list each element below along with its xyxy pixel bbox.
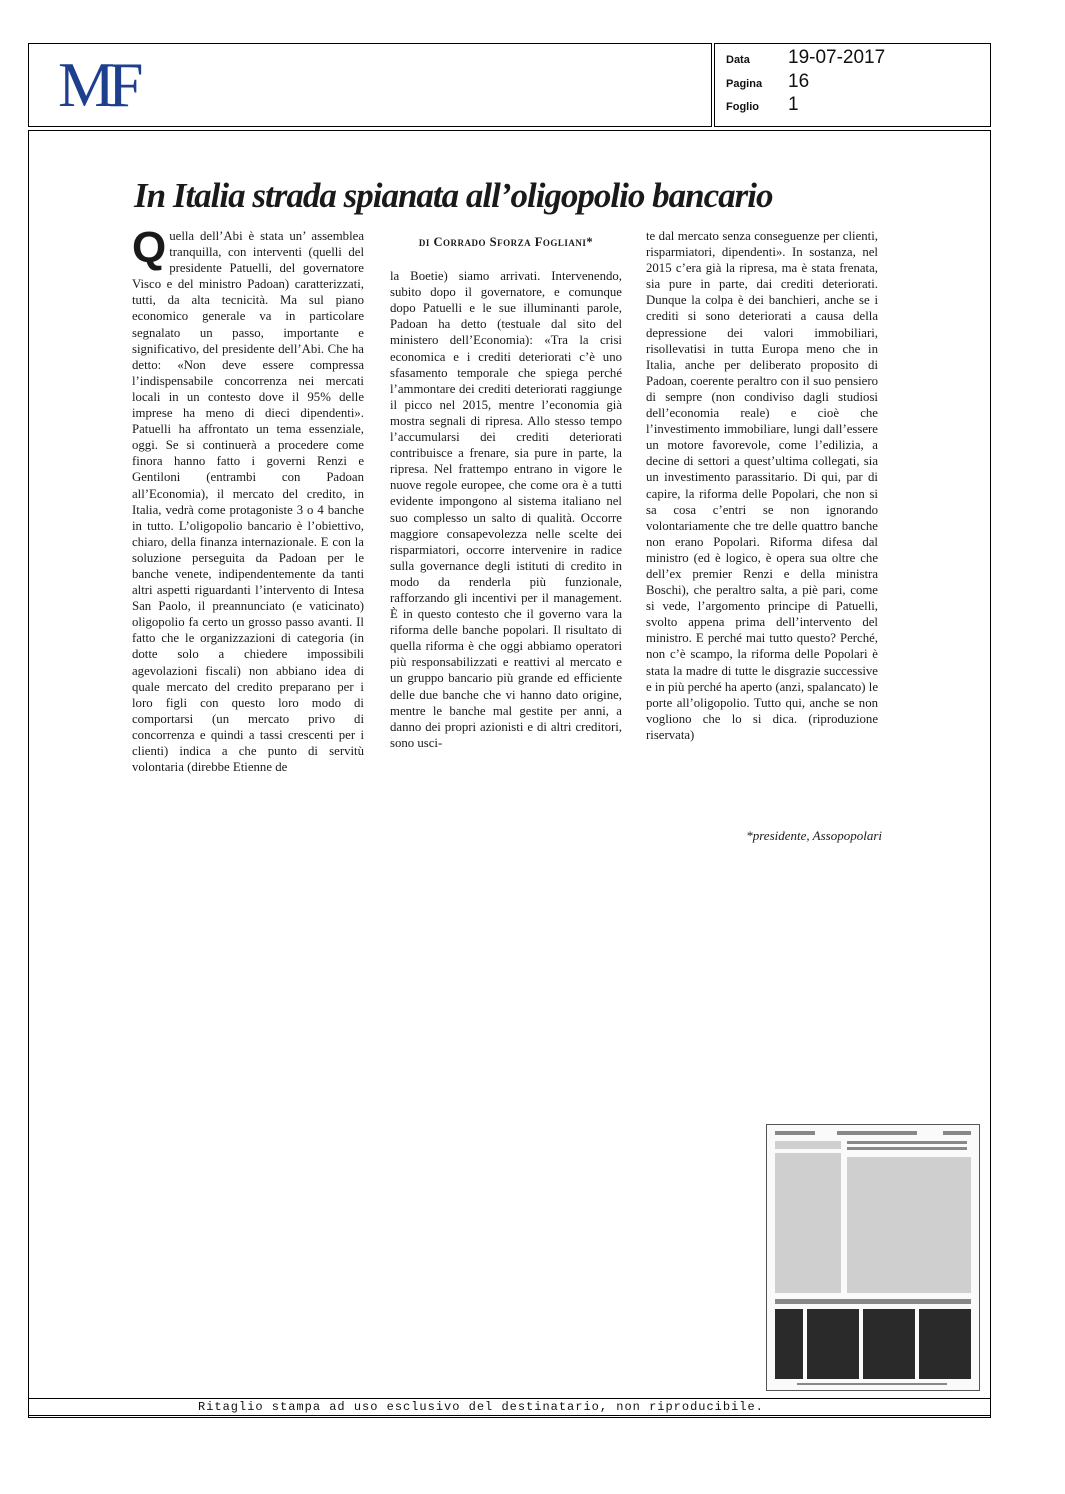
page-thumbnail: [766, 1124, 980, 1391]
author-signature: *presidente, Assopopolari: [746, 828, 882, 843]
column-2-text: la Boetie) siamo arrivati. Intervenendo, subito dopo il governatore, e comunque dopo Patuelli e le sue illuminanti parole, Padoan ha detto (testuale dal sito del ministero dell’Economia): «Tra la crisi economica e i crediti deteriorati c’è uno sfasamento temporale che spiega perché l’ammontare dei crediti deteriorati raggiunge il picco nel 2015, mentre l’economia già mostra segnali di ripresa. Allo stesso tempo l’accumularsi dei crediti deteriorati contribuisce a frenare, sia pure in parte, la ripresa. Nel frattempo entrano in vigore le nuove regole europee, che come ora è a tutti evidente impongono al sistema italiano nel suo complesso un salto di qualità. Occorre maggiore consapevolezza nelle scelte dei risparmiatori, occorre intervenire in radice sulla governance degli istituti di credito in modo da renderla più funzionale, rafforzando gli incentivi per il management. È in questo contesto che il governo vara la riforma delle banche popolari. Il risultato di quella riforma è che oggi abbiamo operatori più responsabilizzati e reattivi al mercato e un gruppo bancario più grande ed efficiente delle due banche che vi hanno dato origine, mentre le banche mal gestite per anni, a danno dei propri azionisti e di altri creditori, sono usci-: [390, 269, 622, 750]
column-3-text: te dal mercato senza conseguenze per clienti, risparmiatori, dipendenti». In sostanza, nel 2015 c’era già la ripresa, ma è stata frenata, sia pure in parte, dai crediti deteriorati. Dunque la colpa è dei banchieri, anche se i crediti si sono deteriorati a causa della depressione dei valori immobiliari, risollevatisi in tutta Europa meno che in Italia, anche per deliberato proposito di Padoan, coerente peraltro con il suo pensiero di sempre (non condiviso dagli studiosi dell’economia reale) e cioè che l’investimento immobiliare, lungi dall’essere un motore favorevole, come l’edilizia, a decine di settori a quest’ultima collegati, sia un investimento parassitario. Di qui, par di capire, la riforma delle Popolari, che non si sa cosa c’entri se non ignorando volontariamente che tre delle quattro banche non erano Popolari. Riforma difesa dal ministro (ed è logico, è opera sua oltre che dell’ex premier Renzi e della ministra Boschi), che peraltro salta, a piè pari, come si vede, l’argomento principe di Patuelli, svolto appena prima dell’intervento del ministro. E perché mai tutto questo? Perché, non c’è scampo, la riforma delle Popolari è stata la madre di tutte le disgrazie successive e in più perché ha aperto (anzi, spalancato) le porte all’oligopolio. Tutto qui, anche se non vogliono che lo si dica. (riproduzione riservata): [646, 229, 879, 742]
article-headline: In Italia strada spianata all’oligopolio bancario: [134, 176, 773, 215]
column-1-text: uella dell’Abi è stata un’ assemblea tranquilla, con interventi (quelli del presidente Patuelli, del governatore Visco e del ministro Padoan) caratterizzati, tutti, da alta tecnicità. Ma sul piano economico generale va in particolare segnalato un passo, importante e significativo, del presidente dell’Abi. Che ha detto: «Non deve essere compressa l’indispensabile concorrenza nei mercati locali in un contesto dove il 95% delle imprese ha meno di dieci dipendenti». Patuelli ha affrontato un tema essenziale, oggi. Se si continuerà a procedere come finora hanno fatto i governi Renzi e Gentiloni (entrambi con Padoan all’Economia), il mercato del credito, in Italia, vedrà come protagoniste 3 o 4 banche in tutto. L’oligopolio bancario è l’obiettivo, chiaro, della finanza internazionale. E con la soluzione perseguita da Padoan per le banche venete, indipendentemente da tanti altri aspetti riguardanti l’intervento di Intesa San Paolo, il preannunciato (e vaticinato) oligopolio fa certo un grosso passo avanti. Il fatto che le organizzazioni di categoria (in dotte solo a chiedere impossibili agevolazioni fiscali) non abbiano idea di quale mercato del credito preparano per i loro figli con questo loro modo di comportarsi (un mercato privo di concorrenza e quindi a tassi crescenti per i clienti) indica a che punto di servitù volontaria (direbbe Etienne de: [132, 229, 364, 775]
date-label: Data: [726, 54, 750, 66]
sheet-label: Foglio: [726, 101, 759, 113]
footer-notice: Ritaglio stampa ad uso esclusivo del destinatario, non riproducibile.: [198, 1400, 764, 1414]
article-column-1: [132, 223, 364, 775]
date-value: 19-07-2017: [788, 47, 886, 68]
page-label: Pagina: [726, 78, 763, 90]
mf-logo: MF: [58, 49, 137, 120]
sheet-value: 1: [788, 94, 799, 115]
article-column-3: [646, 228, 878, 743]
page-value: 16: [788, 71, 810, 92]
author-byline: di Corrado Sforza Fogliani*: [418, 235, 594, 249]
article-column-2: [390, 228, 622, 751]
drop-cap: Q: [132, 223, 167, 272]
